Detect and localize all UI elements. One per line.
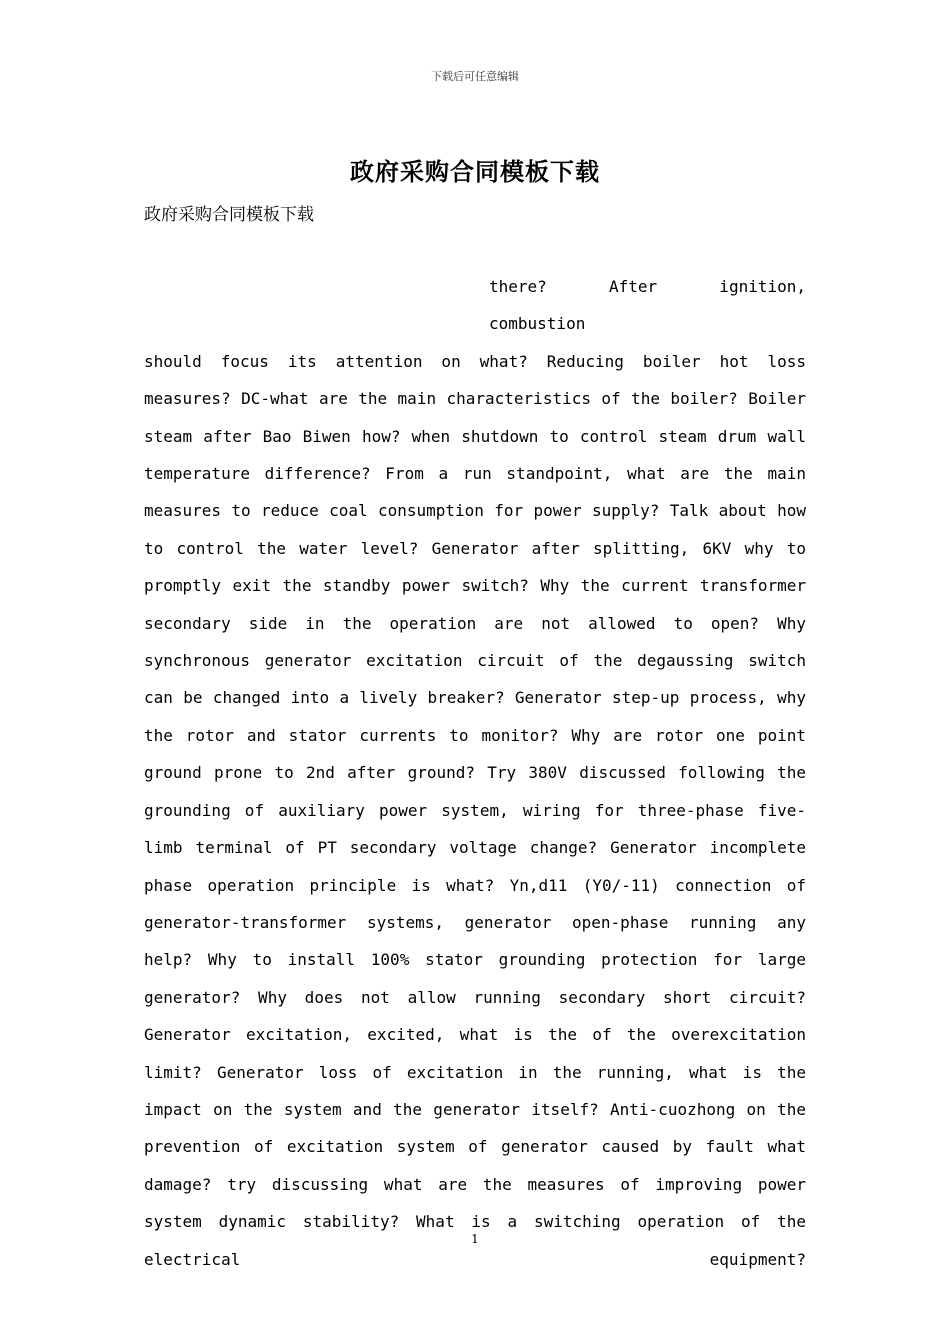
document-title: 政府采购合同模板下载 [350,157,600,186]
body-text-rest: should focus its attention on what? Reducing boiler hot loss measures? DC-what are the main characteristics of the boiler? Boiler steam after Bao Biwen how? when shutdown to control steam drum wall temperature difference? From a run standpoint, what are the main measures to reduce coal consumption for power supply? Talk about how to control the water level? Generator after splitting, 6KV why to promptly exit the standby power switch? Why the current transformer secondary side in the operation are not allowed to open? Why synchronous generator excitation circuit of the degaussing switch can be changed into a lively breaker? Generator step-up process, why the rotor and stator currents to monitor? Why are rotor one point ground prone to 2nd after ground? Try 380V discussed following the grounding of auxiliary power system, wiring for three-phase five-limb terminal of PT secondary voltage change? Generator incomplete phase operation principle is what? Yn,d11 (Y0/-11) connection of generator-transformer systems, generator open-phase running any help? Why to install 100% stator grounding protection for large generator? Why does not allow running secondary short circuit? Generator excitation, excited, what is the of the overexcitation limit? Generator loss of excitation in the running, what is the impact on the system and the generator itself? Anti-cuozhong on the prevention of excitation system of generator caused by fault what damage? try discussing what are the measures of improving power system dynamic stability? What is a switching operation of the electrical equipment? [144,351,806,1269]
header-note: 下载后可任意编辑 [431,70,519,83]
body-paragraph [144,268,806,1278]
document-subtitle: 政府采购合同模板下载 [144,205,314,225]
page-number: 1 [471,1232,479,1246]
body-first-line: there? After ignition, combustion [489,277,806,334]
